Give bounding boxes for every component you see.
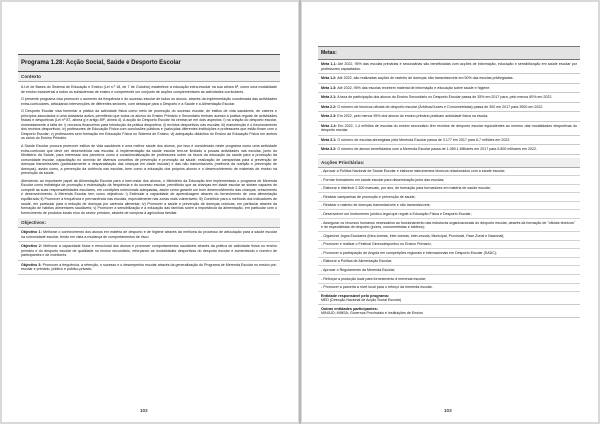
action-item: - Reforçar a produção local para fornecimento à merenda escolar; xyxy=(318,275,580,284)
goal-label: Meta 3.1: xyxy=(321,137,337,142)
page-number: 103 xyxy=(444,408,452,413)
action-item: - Aprovar o Regulamento da Merenda Escolar; xyxy=(318,266,580,275)
action-item: - Promover a participação de Angola em competições regionais e internacionais em Desporto Escolar (SADC); xyxy=(318,249,580,258)
goal-text: O número de técnicos oficiais de desporto escolar (Árbitros/Juízes e Cronometristas) passa de 300 em 2017 para 3500 em 2022. xyxy=(337,104,544,109)
objective-item xyxy=(18,261,280,275)
actions-header: Acções Prioritárias: xyxy=(318,158,580,168)
objective-text: Melhorar o conhecimento dos alunos em matéria de desporto e de higiene através da melhoria do processo de articulação para a saúde escolar na comunidade escolar, tendo em vista a mudança de comportamentos de risco. xyxy=(21,230,277,239)
goal-label: Meta 2.4: xyxy=(321,123,337,128)
goal-label: Meta 3.2: xyxy=(321,147,337,151)
objective-text: Melhorar a capacidade física e emocional dos alunos e promover comportamentos saudáveis através da prática de actividade física no ensino primário e do desporto escolar de qualidade no ensino secundário, reforçando as modalidades desportivas do desporto escolar e aumentando o número de participantes e de monitores. xyxy=(21,244,277,258)
participating-entities-value: MINJUD; MINSA; Governos Provinciais e Instituições de Ensino xyxy=(318,311,580,318)
action-item: - Realizar campanhas de promoção e prevenção de saúde; xyxy=(318,193,580,202)
goal-item xyxy=(318,112,580,122)
participating-entities-label: Outras entidades participantes: xyxy=(321,307,378,312)
action-item: - Formar formadores em saúde escolar para disseminação junto das escolas; xyxy=(318,176,580,185)
goal-label: Meta 1.2: xyxy=(321,76,337,80)
goal-text: Até 2022, são realizadas acções de rastreio de doenças não transmissíveis em 50% das escolas privilegiadas. xyxy=(337,76,514,80)
goals-header: Metas: xyxy=(318,46,580,60)
context-header: Contexto xyxy=(18,72,280,82)
goal-text: Até 2022, 95% das escolas primárias e secundárias são beneficiadas com acções de informação, educação e sensibilização em saúde escolar por professores capacitados. xyxy=(321,62,577,71)
responsible-entity-label: Entidade responsável pelo programa: xyxy=(321,294,389,299)
goal-item xyxy=(318,60,580,74)
goal-item xyxy=(318,84,580,94)
goal-item xyxy=(318,74,580,84)
goal-text: Em 2022, 1,4 milhões de escolas do ensino secundário têm recintos de desporto escolar equivalentes ao número das modalidades desportivas do desporto escolar. xyxy=(321,123,577,132)
goal-text: O número de alunos beneficiados com a Merenda Escolar passa de 1.089.1 Milhares em 2017 para 5.800 milhares em 2022. xyxy=(337,147,537,151)
right-page xyxy=(302,2,598,422)
action-item: - Promover e realizar o Festival Gimnodesportivo no Ensino Primário; xyxy=(318,241,580,250)
page-fold xyxy=(299,0,301,424)
action-item: - Promover a parceria a nível local para o reforço da merenda escolar. xyxy=(318,284,580,293)
objective-item xyxy=(18,242,280,261)
context-paragraph: A Saúde Escolar procura promover estilos de vida saudáveis e uma melhor saúde dos alunos, por isso é considerado neste programa como uma actividade extra-curricular que deve ser desenvolvida nas escolas. A implementação da saúde escolar tem-se limitado a poucas actividades nas escolas, junto do Ministério da Saúde, para interessar dos parceiros como a consciencialização de professores sobre os riscos da educação da saúde para a promoção da comunidade escolar, capacitação no domínio de diversos conceitos de prevenção e promoção da saúde, realização de campanhas para a prevenção de doenças transmissíveis (particularmente a desparasitação das crianças em idade escolar) e das não transmissíveis (melhoria da nutrição e prevenção de doenças), assim como, a prevenção da violência nas escolas, bem como a educação dos próprios alunos e o desenvolvimento de materiais de ensino na prevenção da saúde. xyxy=(21,144,277,176)
goal-item xyxy=(318,122,580,136)
objective-text: Promover a frequência, a retenção, o sucesso e o desempenho escolar através da generalização do Programa de Merenda Escolar no ensino pré-escolar e primário, público e público-privado. xyxy=(21,262,277,272)
context-paragraph: O presente programa visa promover o aumento da frequência e do sucesso escolar de todos os alunos, através da implementação coordenada das actividades extra-curriculares, articulando intervenções de diferentes sectores, com destaque para o Desporto e a Saúde e a Alimentação Escolar. xyxy=(21,97,277,106)
objective-label: Objectivo 2: xyxy=(21,244,42,249)
goal-label: Meta 2.1: xyxy=(321,95,337,99)
goals-box xyxy=(318,46,580,318)
goal-label: Meta 1.3: xyxy=(321,85,337,90)
goal-text: Até 2022, 95% das escolas recebem material de informação e educação sobre saúde e higiene. xyxy=(337,85,491,90)
action-item: - Assegurar os recursos humanos necessários ao funcionamento das estruturas organizacionais do desporto escolar, através da formação de "oficiais técnicos" e de especialistas de desporto (juízes, cronometristas e árbitros); xyxy=(318,219,580,232)
goal-item xyxy=(318,136,580,146)
action-item: - Organizar Jogos Escolares (intra-turmas, inter-turmas, inter-escola, Municipal, Provincial, Fase Zonal e Nacional); xyxy=(318,232,580,241)
action-item: - Realizar o rastreio de doenças transmissíveis e não transmissíveis; xyxy=(318,202,580,211)
program-title: Programa 1.28: Acção Social, Saúde e Desporto Escolar xyxy=(18,54,280,72)
action-item: - Elaborar e distribuir 2.300 manuais, por ano, de formação para formadores em matéria de saúde escolar; xyxy=(318,185,580,194)
page-number: 102 xyxy=(140,408,148,413)
objective-label: Objectivo 3: xyxy=(21,262,42,267)
action-item: - Elaborar a Política de Alimentação Escolar; xyxy=(318,258,580,267)
context-paragraph: A Lei de Bases do Sistema de Educação e Ensino (Lei n.º 18, de 7 de Outubro) estabelece a educação extra-escolar na sua alínea 6ª, como uma modalidade de ensino transversal a todos os subsistemas de ensino e compreende um conjunto de acções complementares às actividades curriculares. xyxy=(21,85,277,94)
responsible-entity-value: MED (Direcção Nacional de Acção Social Escolar) xyxy=(318,298,580,305)
goal-item xyxy=(318,145,580,155)
action-item: - Desenvolver um Instrumento jurídico-legal que regule a Educação Física e Desporto Escolar; xyxy=(318,210,580,219)
context-paragraph: O Desporto Escolar visa fomentar a prática da actividade física como meio de promoção do sucesso escolar, de estilos de vida saudáveis, de valores e princípios associados a uma cidadania activa, permitindo que todos os alunos do Ensino Primário e Secundário tenham acesso à prática regular de actividades físicas e desportivas (Lei nº 87, alínea g e artigo 89º, alínea 4). A acção do Desporto Escolar irá centrar-se em dois aspectos: i) na criação do desporto escolar, nomeadamente a falta de: i) recursos financeiros para introdução da prática desportiva; ii) recintos desportivos nas escolas; iii) manutenção e o funcionamento dos recintos desportivos; iv) professores de Educação Física com conclusões públicos e (salvo)das diferentes instituições e professores que estão fixam com o Desporto Escolar; v) professores sem formação em Educação Física no Sistema de Ensino; vi) adequação didáctica do Ensino da Educação Física em ambos os ciclos do Ensino Primário. xyxy=(21,109,277,141)
goal-text: Em 2022, pelo menos 95% dos alunos do ensino primário praticam actividade física na escola. xyxy=(337,114,489,118)
objective-item xyxy=(18,228,280,242)
goal-label: Meta 2.3: xyxy=(321,114,337,118)
left-page xyxy=(2,2,298,422)
objective-label: Objectivo 1: xyxy=(21,230,42,235)
goal-label: Meta 2.2: xyxy=(321,104,337,109)
goal-item xyxy=(318,103,580,113)
program-box xyxy=(18,54,280,275)
goal-label: Meta 1.1: xyxy=(321,62,337,66)
goal-text: O número de escolas abrangidas pela Merenda Escolar passa de 3.177 em 2017 para 6.7 milhões em 2022. xyxy=(337,137,511,142)
objectives-header: Objectivos: xyxy=(18,218,280,228)
goal-text: A taxa de participação dos alunos do Ensino Secundário no Desporto Escolar passa de 35% em 2017 para, pelo menos 60% em 2022. xyxy=(337,95,553,99)
action-item: - Aprovar a Política Nacional de Saúde Escolar e elaborar instrumentos técnicos relacionados com a saúde escolar; xyxy=(318,168,580,177)
context-paragraph: Atendendo ao importante papel da Alimentação Escolar para o bem-estar dos alunos, o Ministério da Educação tem implementado o programa de Merenda Escolar como estratégia de promoção e estimulação da frequência e do sucesso escolar, permitindo que as crianças em idade escolar se sintam capazes de competir as suas responsabilidades escolares, em condições nutricionais adequadas, assim como garantir um bom desenvolvimento das crianças, crescimento e desenvolvimento. A Merenda Escolar tem como objectivos: i) Estimular a capacidade de aprendizagem através do fornecimento de uma alimentação equilibrada; ii) Promover a frequência e permanência nas escolas, especialmente nas zonas mais vulneráveis; iii) Contribuir para a melhoria dos indicadores de saúde, em particular para a redução de doenças por carência alimentar; iv) Promover a saúde e prevenção de doenças crónicas, em particular através da formação de hábitos alimentares saudáveis; v) Promover a sensibilização e a educação das famílias sobre a importância da alimentação, em particular com o fornecimento de produtos locais e/ou do sector primário, através de compras à agricultura familiar. xyxy=(21,178,277,215)
goal-item xyxy=(318,93,580,103)
